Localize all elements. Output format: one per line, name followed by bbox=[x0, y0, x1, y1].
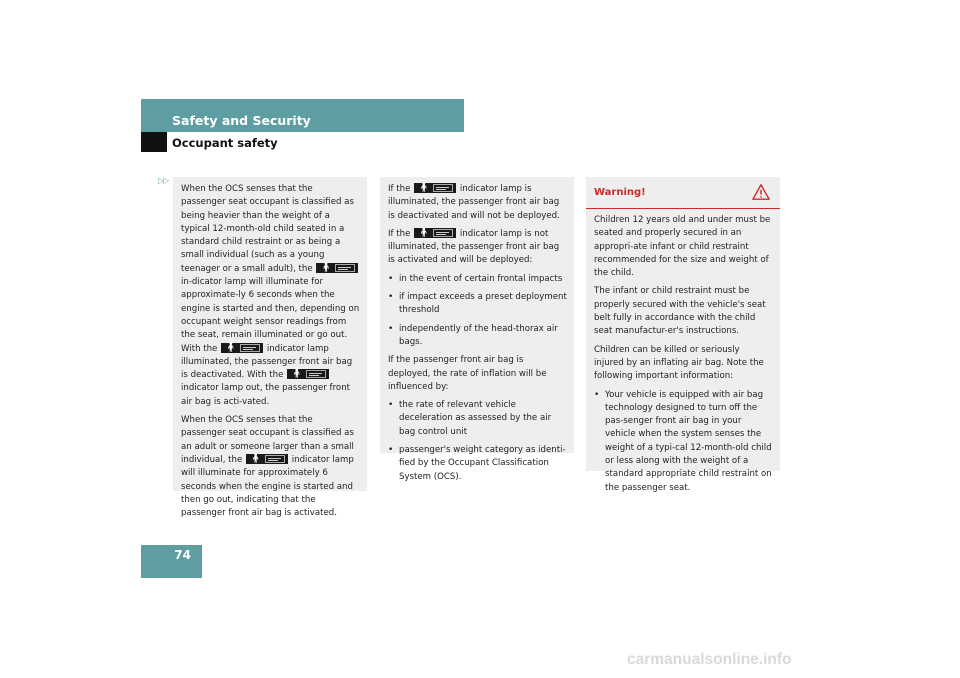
watermark: carmanualsonline.info bbox=[627, 651, 792, 668]
list-item: • Your vehicle is equipped with air bag technology designed to turn off the pas-senger front air bag in your vehicle when the system senses the weight of a typi-cal 12-month-old child or less along with the weight of a standard appropriate child restraint on the passenger seat. bbox=[594, 389, 772, 495]
passenger-airbag-off-indicator-icon: 🧍︎ bbox=[287, 369, 329, 379]
header-marker bbox=[141, 132, 167, 152]
page-subtitle: Occupant safety bbox=[172, 136, 278, 150]
list-item: • the rate of relevant vehicle deceleration as assessed by the air bag control unit bbox=[388, 399, 567, 439]
passenger-airbag-off-indicator-icon: 🧍︎ bbox=[414, 183, 456, 193]
paragraph: When the OCS senses that the passenger seat occupant is classified as being heavier than the weight of a typical 12-month-old child seated in a standard child restraint or as being a small individual (such as a young teenager or a small adult), the 🧍︎ in-dicator lamp will illuminate for approximate-ly 6 seconds when the engine is started and then, depending on occupant weight sensor readings from the seat, remain illuminated or go out. With the 🧍︎ indicator lamp illuminated, the passenger front air bag is deactivated. With the 🧍︎ indicator lamp out, the passenger front air bag is acti-vated. bbox=[181, 184, 360, 407]
paragraph: If the 🧍︎ indicator lamp is illuminated, the passenger front air bag is deactivated and will not be deployed. bbox=[388, 183, 560, 221]
section-title: Safety and Security bbox=[172, 113, 311, 128]
passenger-airbag-off-indicator-icon: 🧍︎ bbox=[414, 228, 456, 238]
warning-body bbox=[586, 209, 780, 506]
paragraph: When the OCS senses that the passenger seat occupant is classified as an adult or someone larger than a small individual, the 🧍︎ indicator lamp will illuminate for approximately 6 seconds when the engine is started and then go out, indicating that the passenger front air bag is activated. bbox=[181, 415, 354, 519]
warning-header bbox=[586, 177, 780, 209]
paragraph: If the passenger front air bag is deployed, the rate of inflation will be influenced by: bbox=[388, 355, 547, 392]
paragraph: Children 12 years old and under must be seated and properly secured in an appropri-ate infant or child restraint recommended for the size and weight of the child. bbox=[594, 215, 771, 279]
paragraph: The infant or child restraint must be properly secured with the vehicle's seat belt fully in accordance with the child seat manufactur-er's instructions. bbox=[594, 286, 766, 337]
passenger-airbag-off-indicator-icon: 🧍︎ bbox=[316, 263, 358, 273]
content-column-1 bbox=[173, 177, 367, 519]
list-item: • in the event of certain frontal impacts bbox=[388, 273, 567, 286]
content-column-2 bbox=[380, 177, 574, 482]
page-number: 74 bbox=[174, 548, 191, 562]
continued-marker: ▷▷ bbox=[158, 176, 169, 185]
paragraph: If the 🧍︎ indicator lamp is not illuminated, the passenger front air bag is activated and will be deployed: bbox=[388, 227, 560, 266]
warning-triangle-icon bbox=[752, 183, 770, 201]
warning-box bbox=[586, 177, 780, 493]
list-item: • if impact exceeds a preset deployment threshold bbox=[388, 291, 567, 318]
paragraph: Children can be killed or seriously injured by an inflating air bag. Note the following important information: bbox=[594, 344, 764, 382]
passenger-airbag-off-indicator-icon: 🧍︎ bbox=[221, 343, 263, 353]
warning-title: Warning! bbox=[594, 187, 646, 198]
list-item: • passenger's weight category as identi-fied by the Occupant Classification System (OCS). bbox=[388, 444, 567, 484]
passenger-airbag-off-indicator-icon: 🧍︎ bbox=[246, 454, 288, 464]
list-item: • independently of the head-thorax air bags. bbox=[388, 323, 567, 350]
